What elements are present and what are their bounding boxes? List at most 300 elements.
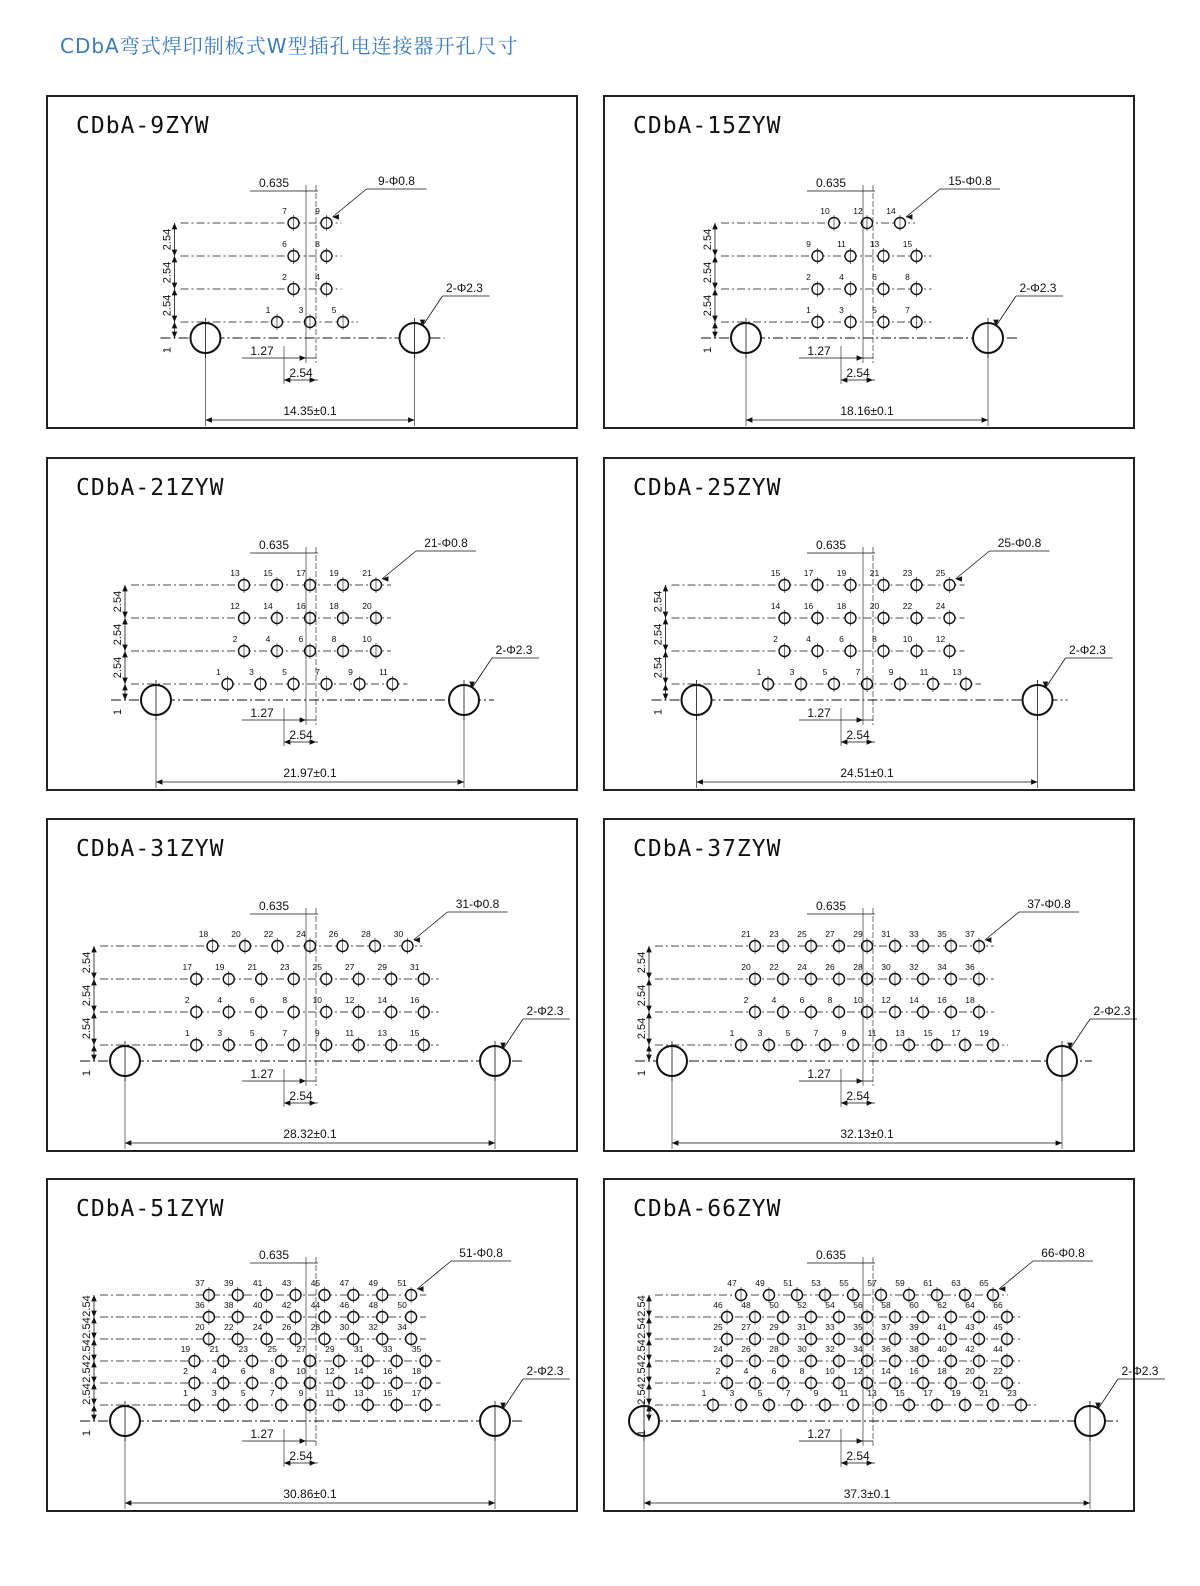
pin-number: 13 xyxy=(869,239,880,249)
pin-number: 14 xyxy=(909,995,919,1005)
pin-number: 26 xyxy=(281,1322,292,1332)
pin-number: 5 xyxy=(240,1388,246,1398)
pin-number: 13 xyxy=(952,667,962,677)
pin-count-label: 15-Φ0.8 xyxy=(948,174,992,188)
pin-number: 57 xyxy=(867,1278,877,1288)
mount-hole-label: 2-Φ2.3 xyxy=(446,281,483,295)
half-pitch-label: 1.27 xyxy=(250,1067,274,1081)
pin-number: 26 xyxy=(825,962,835,972)
row-offset-label: 1 xyxy=(81,1069,93,1077)
pin-number: 52 xyxy=(797,1300,807,1310)
pin-number: 9 xyxy=(888,667,894,677)
pin-number: 7 xyxy=(813,1028,819,1038)
arrow-head xyxy=(712,289,718,295)
row-pitch-label: 2.54 xyxy=(81,1361,93,1383)
pin-number: 59 xyxy=(895,1278,905,1288)
pin-number: 4 xyxy=(839,272,844,282)
pin-number: 3 xyxy=(249,667,254,677)
pin-number: 44 xyxy=(310,1300,321,1310)
pin-count-label: 25-Φ0.8 xyxy=(997,536,1042,550)
leader-line xyxy=(1046,658,1066,688)
offset-dimension-label: 0.635 xyxy=(258,899,290,913)
pin-number: 3 xyxy=(217,1028,223,1038)
leader-line xyxy=(333,189,367,217)
row-offset-label: 1 xyxy=(81,1429,93,1437)
row-offset-label: 1 xyxy=(161,346,174,354)
pin-number: 21 xyxy=(741,929,751,939)
pin-number: 35 xyxy=(937,929,947,939)
pin-number: 12 xyxy=(345,995,355,1005)
pin-number: 30 xyxy=(393,929,404,939)
pin-number: 3 xyxy=(757,1028,763,1038)
pin-number: 9 xyxy=(841,1028,847,1038)
row-pitch-label: 2.54 xyxy=(636,951,648,974)
pin-number: 6 xyxy=(249,995,255,1005)
pin-number: 5 xyxy=(331,305,337,315)
arrow-head xyxy=(91,1045,97,1051)
arrow-head xyxy=(300,1438,306,1444)
pin-number: 16 xyxy=(803,601,814,611)
pin-number: 6 xyxy=(799,995,805,1005)
connector-panel xyxy=(46,1178,578,1512)
pin-number: 31 xyxy=(881,929,891,939)
pin-number: 44 xyxy=(993,1344,1003,1354)
arrow-head xyxy=(697,779,703,785)
pin-number: 18 xyxy=(329,601,339,611)
row-pitch-label: 2.54 xyxy=(81,1295,93,1317)
row-pitch-label: 2.54 xyxy=(636,984,648,1007)
arrow-head xyxy=(1056,1140,1062,1146)
pin-number: 5 xyxy=(822,667,828,677)
pin-number: 4 xyxy=(315,272,320,282)
arrow-head xyxy=(906,214,912,220)
half-pitch-label: 1.27 xyxy=(250,1427,274,1441)
pin-number: 31 xyxy=(797,1322,807,1332)
pin-pitch-label: 2.54 xyxy=(846,366,870,380)
pin-number: 2 xyxy=(183,1366,188,1376)
pin-number: 24 xyxy=(935,601,946,611)
panel-title: CDbA-31ZYW xyxy=(76,836,225,862)
leader-line xyxy=(417,1261,451,1289)
pin-number: 14 xyxy=(263,601,273,611)
leader-line xyxy=(956,551,990,579)
pin-count-label: 21-Φ0.8 xyxy=(424,536,468,550)
pin-number: 7 xyxy=(282,1028,288,1038)
pin-number: 1 xyxy=(756,667,762,677)
pin-number: 60 xyxy=(909,1300,919,1310)
pin-number: 28 xyxy=(769,1344,779,1354)
pin-number: 8 xyxy=(827,995,833,1005)
pin-number: 14 xyxy=(886,206,896,216)
pin-number: 17 xyxy=(923,1388,933,1398)
arrow-head xyxy=(91,1415,97,1421)
pin-number: 19 xyxy=(836,568,847,578)
arrow-head xyxy=(125,1140,131,1146)
pin-number: 20 xyxy=(231,929,241,939)
arrow-head xyxy=(122,618,128,624)
half-pitch-label: 1.27 xyxy=(807,344,831,358)
arrow-head xyxy=(122,651,128,657)
pin-number: 22 xyxy=(224,1322,234,1332)
pin-number: 11 xyxy=(325,1388,335,1398)
pin-number: 22 xyxy=(263,929,274,939)
half-pitch-label: 1.27 xyxy=(807,706,831,720)
pin-number: 28 xyxy=(853,962,863,972)
leader-line xyxy=(423,296,443,326)
arrow-head xyxy=(156,779,162,785)
panel-title: CDbA-9ZYW xyxy=(76,113,210,139)
pin-number: 21 xyxy=(869,568,880,578)
pin-number: 9 xyxy=(806,239,811,249)
pin-number: 9 xyxy=(314,1028,320,1038)
pin-number: 11 xyxy=(919,667,929,677)
pin-number: 19 xyxy=(979,1028,989,1038)
leader-line xyxy=(382,551,416,579)
arrow-head xyxy=(644,1500,650,1506)
layout-diagram xyxy=(605,459,1137,793)
pin-number: 34 xyxy=(853,1344,863,1354)
offset-dimension-label: 0.635 xyxy=(815,176,847,190)
arrow-head xyxy=(712,322,718,328)
connector-panel xyxy=(603,818,1135,1152)
pin-number: 27 xyxy=(345,962,355,972)
pin-number: 17 xyxy=(182,962,192,972)
pin-count-label: 37-Φ0.8 xyxy=(1027,897,1071,911)
pin-number: 41 xyxy=(252,1278,263,1288)
arrow-head xyxy=(646,946,652,952)
pin-number: 10 xyxy=(362,634,372,644)
row-pitch-label: 2.54 xyxy=(652,623,665,646)
pin-number: 8 xyxy=(331,634,337,644)
pin-number: 7 xyxy=(855,667,861,677)
pin-number: 3 xyxy=(839,305,844,315)
pin-number: 7 xyxy=(905,305,910,315)
pin-number: 51 xyxy=(397,1278,407,1288)
offset-dimension-label: 0.635 xyxy=(258,1248,290,1262)
pin-number: 22 xyxy=(902,601,913,611)
pin-number: 13 xyxy=(230,568,240,578)
panel-title: CDbA-51ZYW xyxy=(76,1196,225,1222)
pin-number: 50 xyxy=(397,1300,407,1310)
layout-diagram xyxy=(605,1180,1159,1514)
arrow-head xyxy=(417,1286,423,1292)
pin-number: 1 xyxy=(701,1388,707,1398)
pin-number: 20 xyxy=(869,601,880,611)
offset-dimension-label: 0.635 xyxy=(815,1248,847,1262)
pin-number: 2 xyxy=(184,995,190,1005)
pin-number: 10 xyxy=(820,206,830,216)
pin-number: 28 xyxy=(310,1322,321,1332)
pin-number: 33 xyxy=(909,929,919,939)
pin-pitch-label: 2.54 xyxy=(846,728,870,742)
pin-number: 43 xyxy=(965,1322,975,1332)
pin-number: 65 xyxy=(979,1278,989,1288)
pin-number: 2 xyxy=(282,272,287,282)
pin-pitch-label: 2.54 xyxy=(846,1089,870,1103)
pin-number: 45 xyxy=(993,1322,1003,1332)
arrow-head xyxy=(172,256,178,262)
pin-number: 5 xyxy=(872,305,877,315)
pin-number: 7 xyxy=(282,206,287,216)
pin-number: 8 xyxy=(269,1366,275,1376)
mount-hole-label: 2-Φ2.3 xyxy=(1019,281,1057,295)
arrow-head xyxy=(663,618,669,624)
mount-hole-label: 2-Φ2.3 xyxy=(1121,1364,1159,1378)
pin-number: 24 xyxy=(252,1322,263,1332)
arrow-head xyxy=(489,1500,495,1506)
pin-number: 55 xyxy=(839,1278,849,1288)
page-title: CDbA弯式焊印制板式W型插孔电连接器开孔尺寸 xyxy=(60,34,519,58)
row-pitch-label: 2.54 xyxy=(702,294,714,317)
arrow-head xyxy=(663,684,669,690)
pin-number: 20 xyxy=(195,1322,205,1332)
leader-line xyxy=(472,658,492,688)
arrow-head xyxy=(857,1438,863,1444)
arrow-head xyxy=(333,214,339,220)
pin-number: 25 xyxy=(267,1344,277,1354)
half-pitch-label: 1.27 xyxy=(250,344,274,358)
pin-number: 12 xyxy=(230,601,240,611)
pin-number: 10 xyxy=(825,1366,835,1376)
leader-line xyxy=(414,912,448,940)
pin-number: 25 xyxy=(935,568,946,578)
pin-number: 3 xyxy=(789,667,795,677)
pin-number: 14 xyxy=(354,1366,364,1376)
layout-diagram xyxy=(605,820,1137,1154)
pin-number: 26 xyxy=(741,1344,751,1354)
pin-number: 32 xyxy=(825,1344,835,1354)
pin-number: 9 xyxy=(315,206,320,216)
pin-number: 14 xyxy=(770,601,781,611)
pin-number: 13 xyxy=(895,1028,905,1038)
pin-number: 1 xyxy=(265,305,271,315)
connector-panel xyxy=(46,95,578,429)
pin-number: 54 xyxy=(825,1300,835,1310)
pin-number: 18 xyxy=(836,601,847,611)
row-pitch-label: 2.54 xyxy=(636,1361,648,1383)
pin-number: 36 xyxy=(881,1344,891,1354)
pin-number: 2 xyxy=(715,1366,721,1376)
row-offset-label: 1 xyxy=(112,708,124,716)
pin-number: 6 xyxy=(839,634,844,644)
pin-number: 40 xyxy=(937,1344,947,1354)
panel-title: CDbA-66ZYW xyxy=(633,1196,782,1222)
pin-number: 15 xyxy=(895,1388,905,1398)
row-pitch-label: 2.54 xyxy=(81,984,93,1007)
pin-number: 34 xyxy=(397,1322,407,1332)
offset-dimension-label: 0.635 xyxy=(258,176,290,190)
arrow-head xyxy=(1031,779,1037,785)
pin-number: 2 xyxy=(232,634,238,644)
layout-diagram xyxy=(48,459,580,793)
row-pitch-label: 2.54 xyxy=(81,1383,93,1405)
pin-number: 21 xyxy=(362,568,372,578)
pin-number: 12 xyxy=(881,995,891,1005)
pin-number: 4 xyxy=(806,634,811,644)
pin-number: 10 xyxy=(902,634,913,644)
pin-count-label: 9-Φ0.8 xyxy=(378,174,415,188)
pin-number: 3 xyxy=(211,1388,217,1398)
pin-number: 5 xyxy=(282,667,287,677)
pin-number: 18 xyxy=(937,1366,947,1376)
pin-number: 33 xyxy=(825,1322,835,1332)
arrow-head xyxy=(712,332,718,338)
pin-number: 38 xyxy=(909,1344,919,1354)
pin-number: 34 xyxy=(937,962,947,972)
pin-number: 36 xyxy=(195,1300,205,1310)
pin-number: 15 xyxy=(410,1028,420,1038)
arrow-head xyxy=(857,1078,863,1084)
pin-number: 4 xyxy=(743,1366,749,1376)
pin-number: 30 xyxy=(881,962,891,972)
pin-number: 10 xyxy=(853,995,863,1005)
pin-number: 11 xyxy=(839,1388,849,1398)
pin-number: 63 xyxy=(951,1278,961,1288)
row-pitch-label: 2.54 xyxy=(112,623,124,646)
pin-number: 64 xyxy=(965,1300,975,1310)
arrow-head xyxy=(458,779,464,785)
pin-number: 27 xyxy=(741,1322,751,1332)
pin-number: 11 xyxy=(345,1028,355,1038)
pin-number: 32 xyxy=(909,962,919,972)
pin-number: 16 xyxy=(296,601,306,611)
pin-number: 19 xyxy=(951,1388,961,1398)
arrow-head xyxy=(857,717,863,723)
arrow-head xyxy=(122,585,128,591)
pin-number: 33 xyxy=(382,1344,393,1354)
pin-number: 18 xyxy=(965,995,975,1005)
pin-number: 8 xyxy=(315,239,320,249)
pin-number: 48 xyxy=(368,1300,378,1310)
pin-number: 2 xyxy=(806,272,811,282)
pin-number: 10 xyxy=(312,995,322,1005)
pin-number: 62 xyxy=(937,1300,947,1310)
span-dimension-label: 28.32±0.1 xyxy=(283,1127,337,1141)
pin-number: 46 xyxy=(713,1300,723,1310)
arrow-head xyxy=(985,937,991,943)
pin-number: 40 xyxy=(252,1300,263,1310)
arrow-head xyxy=(300,1078,306,1084)
pin-number: 21 xyxy=(209,1344,220,1354)
pin-number: 25 xyxy=(312,962,322,972)
arrow-head xyxy=(91,979,97,985)
pin-number: 9 xyxy=(298,1388,304,1398)
pin-number: 49 xyxy=(368,1278,378,1288)
arrow-head xyxy=(172,223,178,229)
pin-number: 16 xyxy=(382,1366,393,1376)
leader-line xyxy=(996,296,1016,326)
mount-hole-label: 2-Φ2.3 xyxy=(495,643,533,657)
pin-number: 5 xyxy=(249,1028,255,1038)
pin-number: 15 xyxy=(923,1028,933,1038)
pin-number: 4 xyxy=(211,1366,217,1376)
pin-number: 5 xyxy=(785,1028,791,1038)
panel-title: CDbA-21ZYW xyxy=(76,475,225,501)
mount-hole-label: 2-Φ2.3 xyxy=(1069,643,1106,657)
arrow-head xyxy=(300,355,306,361)
half-pitch-label: 1.27 xyxy=(250,706,274,720)
panel-title: CDbA-15ZYW xyxy=(633,113,782,139)
pin-number: 53 xyxy=(811,1278,821,1288)
pin-number: 14 xyxy=(377,995,387,1005)
pin-number: 17 xyxy=(296,568,306,578)
leader-line xyxy=(906,189,940,217)
layout-diagram xyxy=(48,1180,580,1514)
pin-number: 42 xyxy=(965,1344,975,1354)
pin-count-label: 51-Φ0.8 xyxy=(459,1246,503,1260)
pin-pitch-label: 2.54 xyxy=(289,728,313,742)
row-pitch-label: 2.54 xyxy=(652,656,665,679)
arrow-head xyxy=(646,1045,652,1051)
pin-number: 29 xyxy=(853,929,863,939)
pin-number: 23 xyxy=(280,962,290,972)
span-dimension-label: 37.3±0.1 xyxy=(843,1487,891,1501)
pin-number: 23 xyxy=(769,929,779,939)
arrow-head xyxy=(91,946,97,952)
pin-number: 35 xyxy=(853,1322,863,1332)
leader-line xyxy=(985,912,1019,940)
arrow-head xyxy=(91,1012,97,1018)
layout-diagram xyxy=(48,97,580,431)
pin-number: 20 xyxy=(362,601,372,611)
row-offset-label: 1 xyxy=(652,708,665,716)
arrow-head xyxy=(646,1055,652,1061)
leader-line xyxy=(999,1261,1033,1289)
mount-hole-label: 2-Φ2.3 xyxy=(526,1364,564,1378)
pin-number: 25 xyxy=(797,929,807,939)
offset-dimension-label: 0.635 xyxy=(815,538,847,552)
pin-number: 12 xyxy=(853,1366,863,1376)
pin-number: 35 xyxy=(411,1344,422,1354)
row-pitch-label: 2.54 xyxy=(81,951,93,974)
pin-number: 46 xyxy=(339,1300,350,1310)
pin-number: 24 xyxy=(296,929,306,939)
pin-number: 50 xyxy=(769,1300,779,1310)
pin-number: 51 xyxy=(783,1278,793,1288)
pin-number: 61 xyxy=(923,1278,933,1288)
arrow-head xyxy=(746,417,752,423)
span-dimension-label: 32.13±0.1 xyxy=(840,1127,894,1141)
pin-number: 1 xyxy=(184,1028,190,1038)
pin-number: 2 xyxy=(773,634,778,644)
mount-hole-label: 2-Φ2.3 xyxy=(1093,1004,1131,1018)
leader-line xyxy=(1070,1019,1090,1049)
pin-number: 13 xyxy=(377,1028,387,1038)
connector-panel xyxy=(603,1178,1159,1512)
leader-line xyxy=(1098,1379,1118,1409)
arrow-head xyxy=(408,417,414,423)
arrow-head xyxy=(206,417,212,423)
pin-number: 15 xyxy=(263,568,273,578)
pin-number: 28 xyxy=(361,929,371,939)
offset-dimension-label: 0.635 xyxy=(815,899,847,913)
panel-title: CDbA-37ZYW xyxy=(633,836,782,862)
pin-number: 23 xyxy=(902,568,913,578)
row-pitch-label: 2.54 xyxy=(636,1383,648,1405)
connector-panel xyxy=(46,818,578,1152)
pin-number: 17 xyxy=(803,568,814,578)
pin-number: 45 xyxy=(310,1278,321,1288)
row-pitch-label: 2.54 xyxy=(161,294,174,317)
pin-number: 3 xyxy=(298,305,304,315)
pin-number: 29 xyxy=(377,962,387,972)
pin-number: 18 xyxy=(198,929,209,939)
pin-number: 1 xyxy=(183,1388,188,1398)
pin-number: 6 xyxy=(872,272,877,282)
arrow-head xyxy=(91,1055,97,1061)
arrow-head xyxy=(489,1140,495,1146)
row-offset-label: 1 xyxy=(702,346,714,354)
